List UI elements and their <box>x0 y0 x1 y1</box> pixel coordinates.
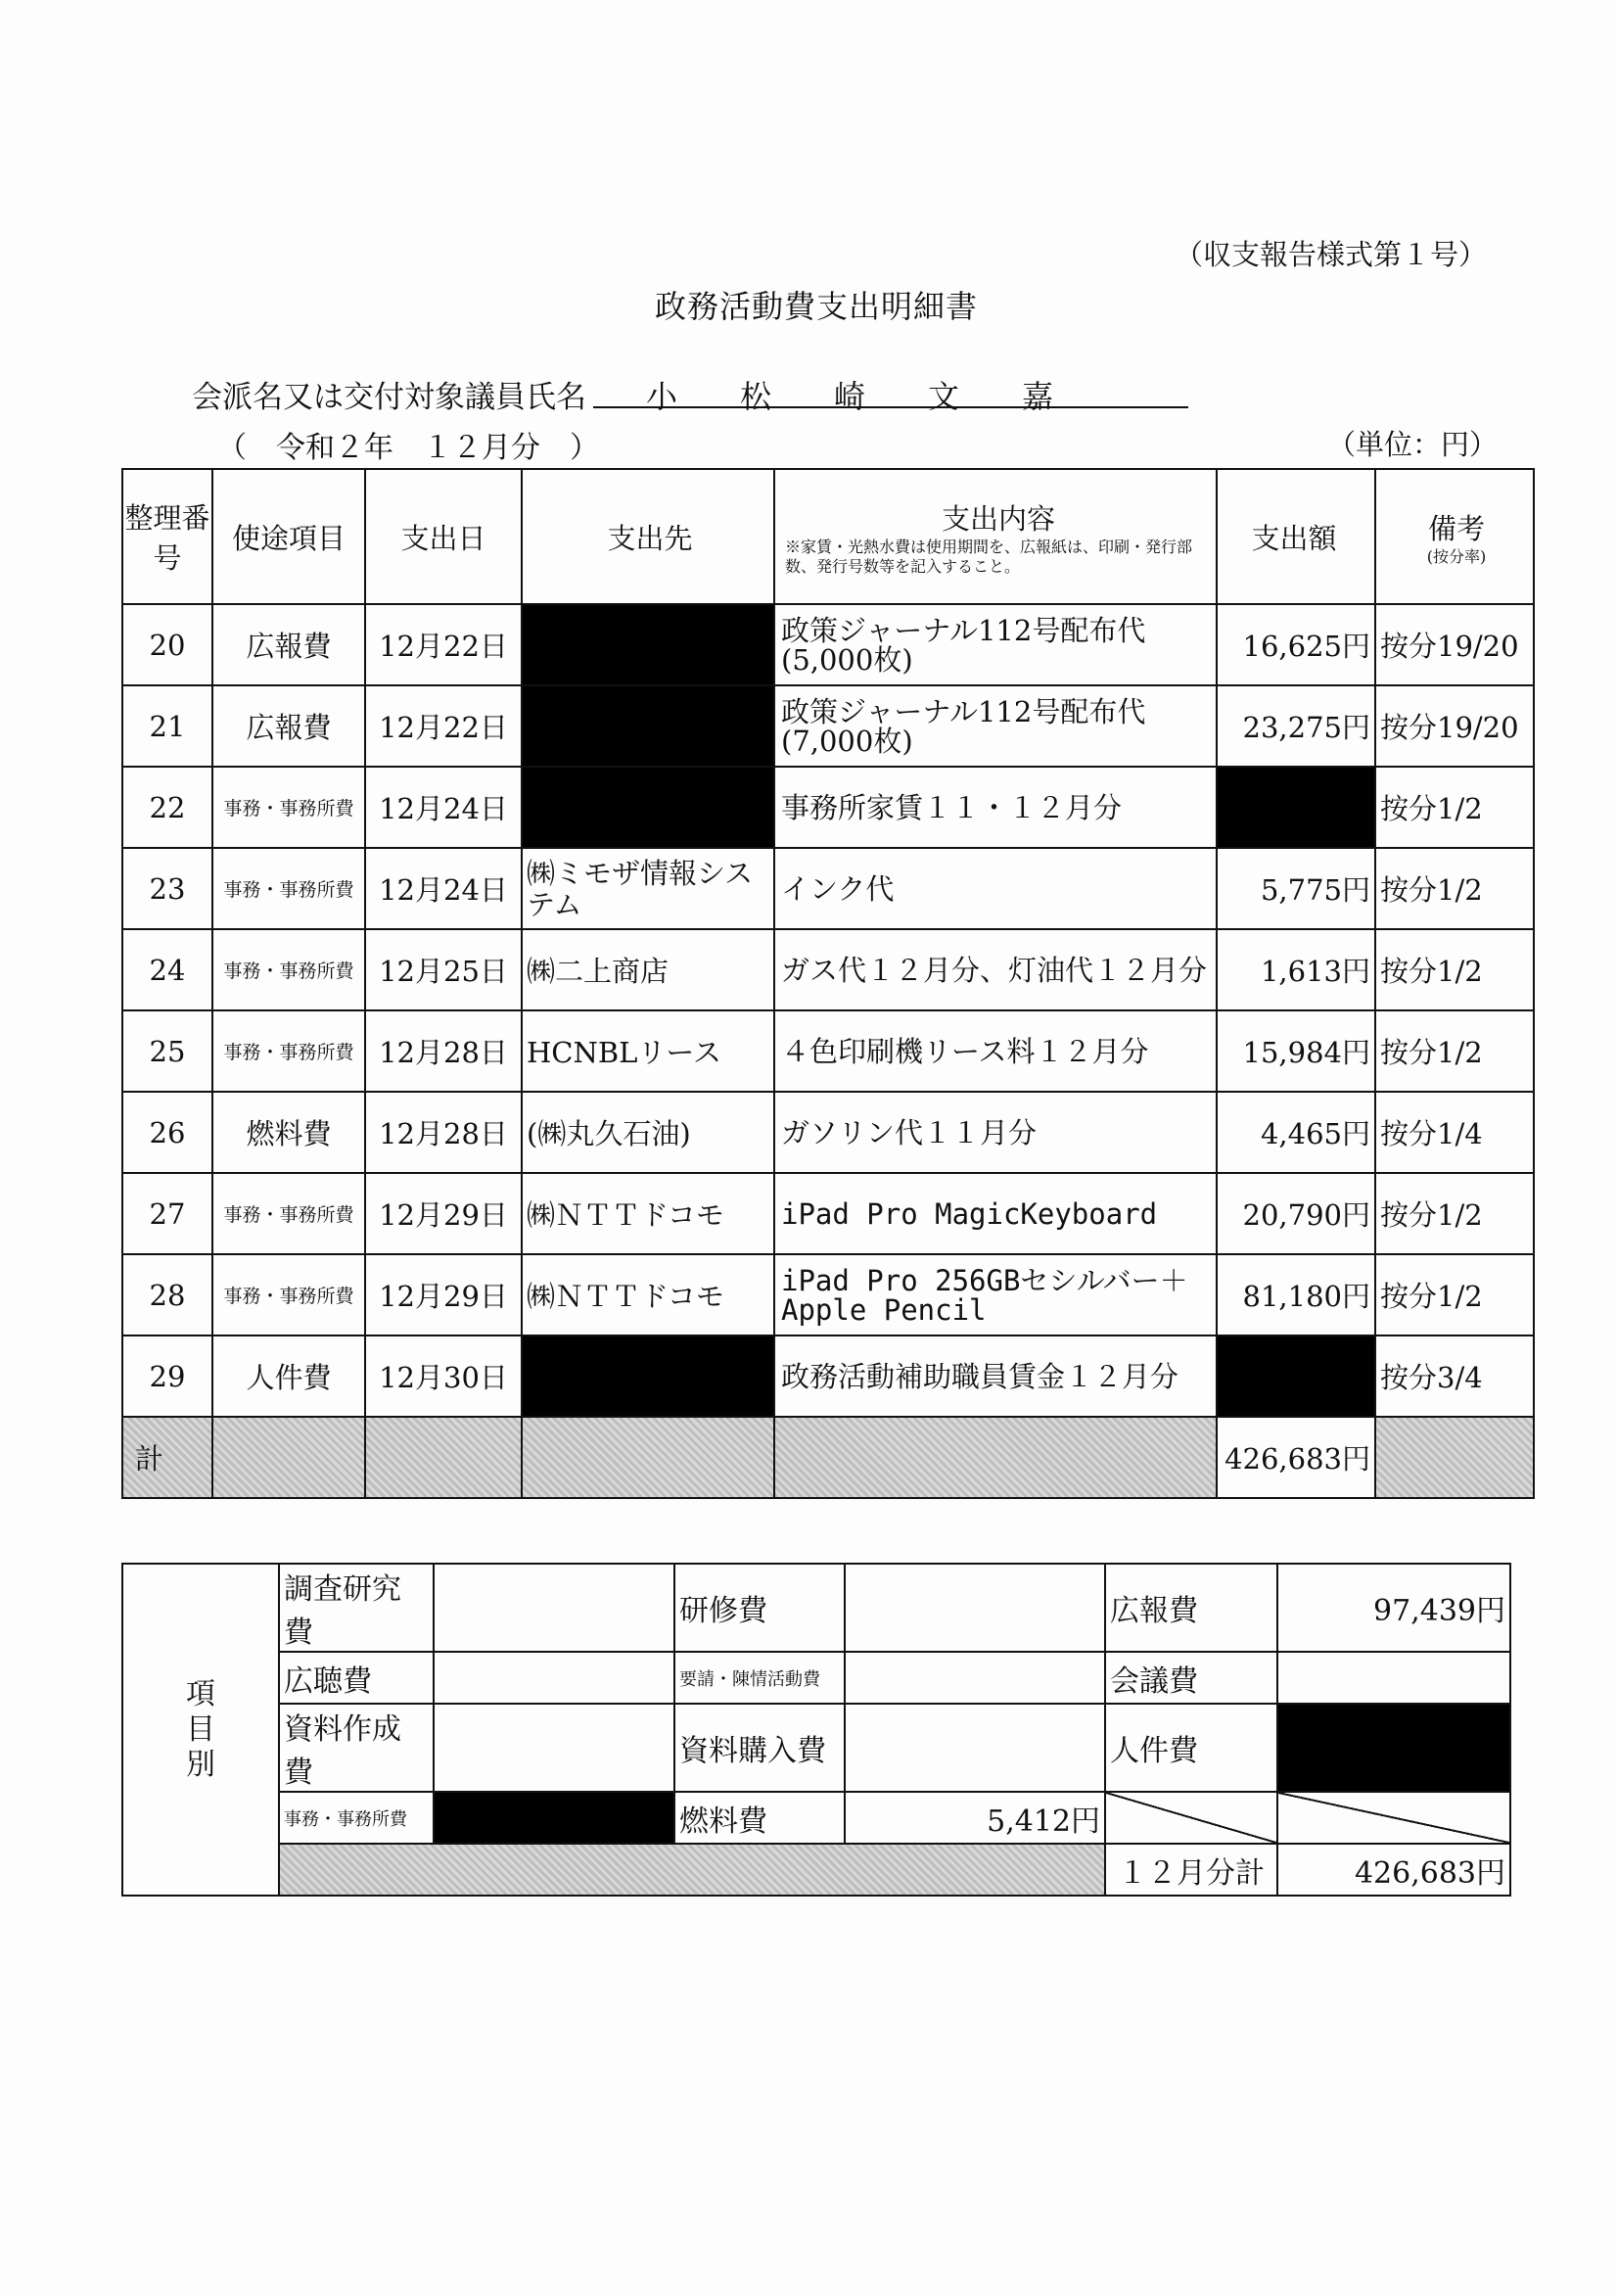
row-number: 28 <box>122 1254 212 1335</box>
page-title: 政務活動費支出明細書 <box>654 288 978 325</box>
row-content: 政務活動補助職員賃金１２月分 <box>774 1335 1217 1417</box>
row-amount: 15,984円 <box>1217 1010 1375 1092</box>
row-item: 燃料費 <box>212 1092 365 1173</box>
summary-label: 研修費 <box>674 1564 845 1652</box>
table-row <box>122 1092 1534 1173</box>
row-payee: ㈱二上商店 <box>522 929 774 1010</box>
row-remarks: 按分1/2 <box>1375 1254 1534 1335</box>
row-date: 12月22日 <box>365 604 522 685</box>
row-number: 24 <box>122 929 212 1010</box>
summary-label: 人件費 <box>1105 1704 1277 1792</box>
row-amount: 81,180円 <box>1217 1254 1375 1335</box>
table-row <box>122 685 1534 767</box>
summary-value <box>845 1564 1105 1652</box>
row-date: 12月28日 <box>365 1092 522 1173</box>
row-remarks: 按分1/2 <box>1375 848 1534 929</box>
summary-label: 会議費 <box>1105 1652 1277 1704</box>
header-date: 支出日 <box>365 469 522 604</box>
summary-label: 資料購入費 <box>674 1704 845 1792</box>
row-content: 政策ジャーナル112号配布代 (5,000枚) <box>774 604 1217 685</box>
summary-value <box>434 1564 674 1652</box>
summary-value <box>1277 1652 1510 1704</box>
member-name-value: 小松崎文嘉 <box>646 378 1117 415</box>
summary-label: 要請・陳情活動費 <box>674 1652 845 1704</box>
table-row <box>122 1173 1534 1254</box>
row-content: 政策ジャーナル112号配布代 (7,000枚) <box>774 685 1217 767</box>
row-number: 20 <box>122 604 212 685</box>
member-name-label: 会派名又は交付対象議員氏名 <box>192 380 586 415</box>
row-remarks: 按分1/4 <box>1375 1092 1534 1173</box>
redacted-payee <box>522 604 774 685</box>
header-remarks <box>1375 469 1534 604</box>
summary-label: 広聴費 <box>279 1652 434 1704</box>
row-remarks: 按分3/4 <box>1375 1335 1534 1417</box>
total-row <box>122 1417 1534 1498</box>
table-row <box>122 604 1534 685</box>
total-label: 計 <box>122 1417 212 1498</box>
row-item: 事務・事務所費 <box>212 1173 365 1254</box>
summary-label: 調査研究費 <box>279 1564 434 1652</box>
total-amount: 426,683円 <box>1217 1417 1375 1498</box>
redacted-amount <box>1217 1335 1375 1417</box>
row-amount: 5,775円 <box>1217 848 1375 929</box>
row-date: 12月30日 <box>365 1335 522 1417</box>
row-item: 事務・事務所費 <box>212 848 365 929</box>
row-number: 21 <box>122 685 212 767</box>
row-date: 12月22日 <box>365 685 522 767</box>
header-content-title: 支出内容 <box>941 501 1055 536</box>
header-remarks-title: 備考 <box>1427 511 1485 545</box>
summary-value: 5,412円 <box>845 1792 1105 1844</box>
summary-value <box>434 1652 674 1704</box>
summary-diagonal-cell <box>1277 1792 1510 1844</box>
summary-label: 事務・事務所費 <box>279 1792 434 1844</box>
month-total-value: 426,683円 <box>1277 1844 1510 1896</box>
row-content: 事務所家賃１１・１２月分 <box>774 767 1217 848</box>
row-number: 23 <box>122 848 212 929</box>
row-number: 22 <box>122 767 212 848</box>
table-row <box>122 1335 1534 1417</box>
row-content: iPad Pro 256GBセシルバー＋ Apple Pencil <box>774 1254 1217 1335</box>
redacted-payee <box>522 1335 774 1417</box>
summary-side-label <box>122 1564 279 1896</box>
row-content: インク代 <box>774 848 1217 929</box>
header-item: 使途項目 <box>212 469 365 604</box>
row-date: 12月25日 <box>365 929 522 1010</box>
summary-diagonal-cell <box>1105 1792 1277 1844</box>
row-remarks: 按分1/2 <box>1375 767 1534 848</box>
table-header-row <box>122 469 1534 604</box>
form-number-label: （収支報告様式第１号） <box>1175 238 1488 271</box>
row-content: ４色印刷機リース料１２月分 <box>774 1010 1217 1092</box>
summary-side-text: 項 目 別 <box>186 1676 215 1782</box>
header-content <box>774 469 1217 604</box>
row-item: 人件費 <box>212 1335 365 1417</box>
row-payee: HCNBLリース <box>522 1010 774 1092</box>
summary-label: 広報費 <box>1105 1564 1277 1652</box>
row-amount: 1,613円 <box>1217 929 1375 1010</box>
summary-gray-area <box>279 1844 1105 1896</box>
summary-value <box>845 1704 1105 1792</box>
summary-label: 燃料費 <box>674 1792 845 1844</box>
redacted-payee <box>522 767 774 848</box>
row-number: 29 <box>122 1335 212 1417</box>
row-remarks: 按分19/20 <box>1375 685 1534 767</box>
row-item: 事務・事務所費 <box>212 767 365 848</box>
table-row <box>122 848 1534 929</box>
header-no: 整理番号 <box>122 469 212 604</box>
summary-label: 資料作成費 <box>279 1704 434 1792</box>
row-item: 事務・事務所費 <box>212 1254 365 1335</box>
row-number: 26 <box>122 1092 212 1173</box>
row-date: 12月24日 <box>365 848 522 929</box>
table-row <box>122 1254 1534 1335</box>
total-blank <box>365 1417 522 1498</box>
row-item: 広報費 <box>212 604 365 685</box>
row-date: 12月29日 <box>365 1173 522 1254</box>
header-payee: 支出先 <box>522 469 774 604</box>
redacted-value <box>1277 1704 1510 1792</box>
row-remarks: 按分1/2 <box>1375 929 1534 1010</box>
header-amount: 支出額 <box>1217 469 1375 604</box>
summary-value <box>434 1704 674 1792</box>
redacted-value <box>434 1792 674 1844</box>
row-item: 事務・事務所費 <box>212 1010 365 1092</box>
category-summary-table <box>121 1563 1511 1897</box>
table-row <box>122 1010 1534 1092</box>
row-content: iPad Pro MagicKeyboard <box>774 1173 1217 1254</box>
row-amount: 20,790円 <box>1217 1173 1375 1254</box>
summary-value <box>845 1652 1105 1704</box>
row-remarks: 按分1/2 <box>1375 1010 1534 1092</box>
row-date: 12月29日 <box>365 1254 522 1335</box>
total-blank <box>212 1417 365 1498</box>
table-body <box>122 604 1534 1417</box>
row-date: 12月24日 <box>365 767 522 848</box>
row-amount: 4,465円 <box>1217 1092 1375 1173</box>
total-blank <box>774 1417 1217 1498</box>
row-content: ガソリン代１１月分 <box>774 1092 1217 1173</box>
summary-value: 97,439円 <box>1277 1564 1510 1652</box>
header-content-note: ※家賃・光熱水費は使用期間を、広報紙は、印刷・発行部数、発行号数等を記入すること。 <box>785 537 1193 576</box>
row-remarks: 按分1/2 <box>1375 1173 1534 1254</box>
period-label: （ 令和２年 １２月分 ） <box>217 431 599 465</box>
row-content: ガス代１２月分、灯油代１２月分 <box>774 929 1217 1010</box>
row-amount: 23,275円 <box>1217 685 1375 767</box>
row-date: 12月28日 <box>365 1010 522 1092</box>
redacted-payee <box>522 685 774 767</box>
row-payee: ㈱ＮＴＴドコモ <box>522 1173 774 1254</box>
header-remarks-sub: (按分率) <box>1426 546 1487 566</box>
total-blank <box>522 1417 774 1498</box>
row-remarks: 按分19/20 <box>1375 604 1534 685</box>
table-row <box>122 929 1534 1010</box>
redacted-amount <box>1217 767 1375 848</box>
expense-detail-table <box>121 468 1535 1499</box>
row-item: 広報費 <box>212 685 365 767</box>
row-item: 事務・事務所費 <box>212 929 365 1010</box>
table-row <box>122 767 1534 848</box>
row-payee: ㈱ＮＴＴドコモ <box>522 1254 774 1335</box>
row-amount: 16,625円 <box>1217 604 1375 685</box>
unit-label: （単位：円） <box>1327 428 1499 461</box>
row-number: 27 <box>122 1173 212 1254</box>
month-total-label: １２月分計 <box>1105 1844 1277 1896</box>
row-number: 25 <box>122 1010 212 1092</box>
total-blank <box>1375 1417 1534 1498</box>
row-payee: (㈱丸久石油) <box>522 1092 774 1173</box>
row-payee: ㈱ミモザ情報システム <box>522 848 774 929</box>
